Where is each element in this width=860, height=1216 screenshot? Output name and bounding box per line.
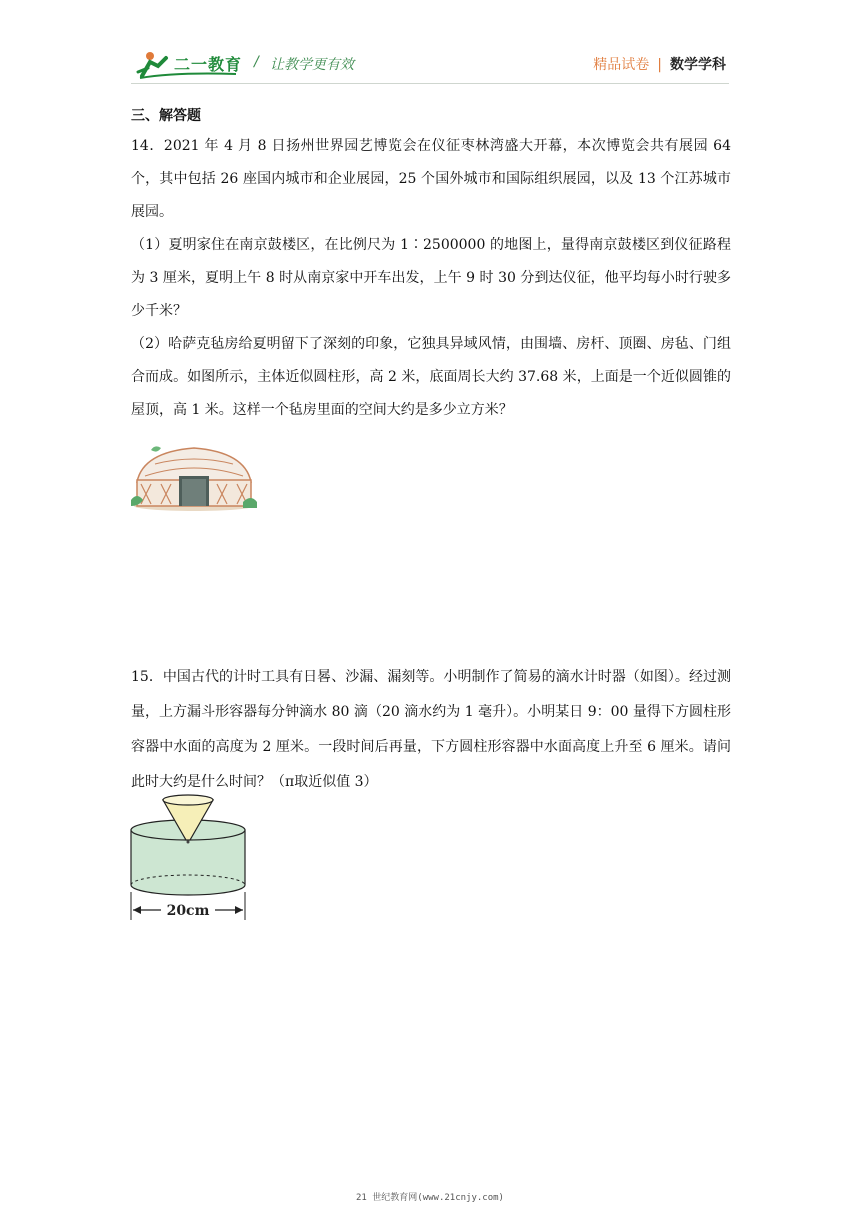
question-14: [131, 130, 731, 427]
question-15: [131, 660, 731, 800]
slogan: 让教学更有效: [270, 57, 354, 73]
logo-text: 二一教育: [174, 55, 243, 74]
page-header: [136, 46, 726, 82]
section-title: 三、解答题: [131, 108, 201, 124]
slogan-divider: /: [254, 54, 259, 70]
tag-premium: 精品试卷: [593, 57, 650, 73]
water-timer-figure: [127, 790, 249, 922]
q14-intro: 14．2021 年 4 月 8 日扬州世界园艺博览会在仪征枣林湾盛大开幕，本次博览会共有展园 64 个，其中包括 26 座国内城市和企业展园，25 个国外城市和国际组织展园，以及 13 个江苏城市展园。: [131, 138, 731, 220]
tag-subject: 数学学科: [670, 57, 726, 73]
header-tags: [593, 54, 726, 74]
footer-text: 21 世纪教育网(www.21cnjy.com): [356, 1193, 504, 1203]
yurt-image: [131, 442, 257, 512]
tag-separator: |: [657, 57, 662, 73]
section-block: [131, 104, 731, 128]
diameter-label: 20cm: [166, 903, 210, 919]
q15-text: 15．中国古代的计时工具有日晷、沙漏、漏刻等。小明制作了简易的滴水计时器（如图）。经过测量，上方漏斗形容器每分钟滴水 80 滴（20 滴水约为 1 毫升）。小明某日 9：00 量得下方圆柱形容器中水面的高度为 2 厘米。一段时间后再量，下方圆柱形容器中水面高度上升至 6 厘米。请问此时大约是什么时间？（π取近似值 3）: [131, 669, 731, 790]
header-rule: [131, 83, 729, 84]
q14-part2: （2）哈萨克毡房给夏明留下了深刻的印象，它独具异域风情，由围墙、房杆、顶圈、房毡、门组合而成。如图所示，主体近似圆柱形，高 2 米，底面周长大约 37.68 米，上面是一个近似圆锥的屋顶，高 1 米。这样一个毡房里面的空间大约是多少立方米？: [131, 336, 731, 418]
q14-part1: （1）夏明家住在南京鼓楼区，在比例尺为 1∶2500000 的地图上，量得南京鼓楼区到仪征路程为 3 厘米，夏明上午 8 时从南京家中开车出发，上午 9 时 30 分到达仪征，他平均每小时行驶多少千米？: [131, 237, 731, 319]
